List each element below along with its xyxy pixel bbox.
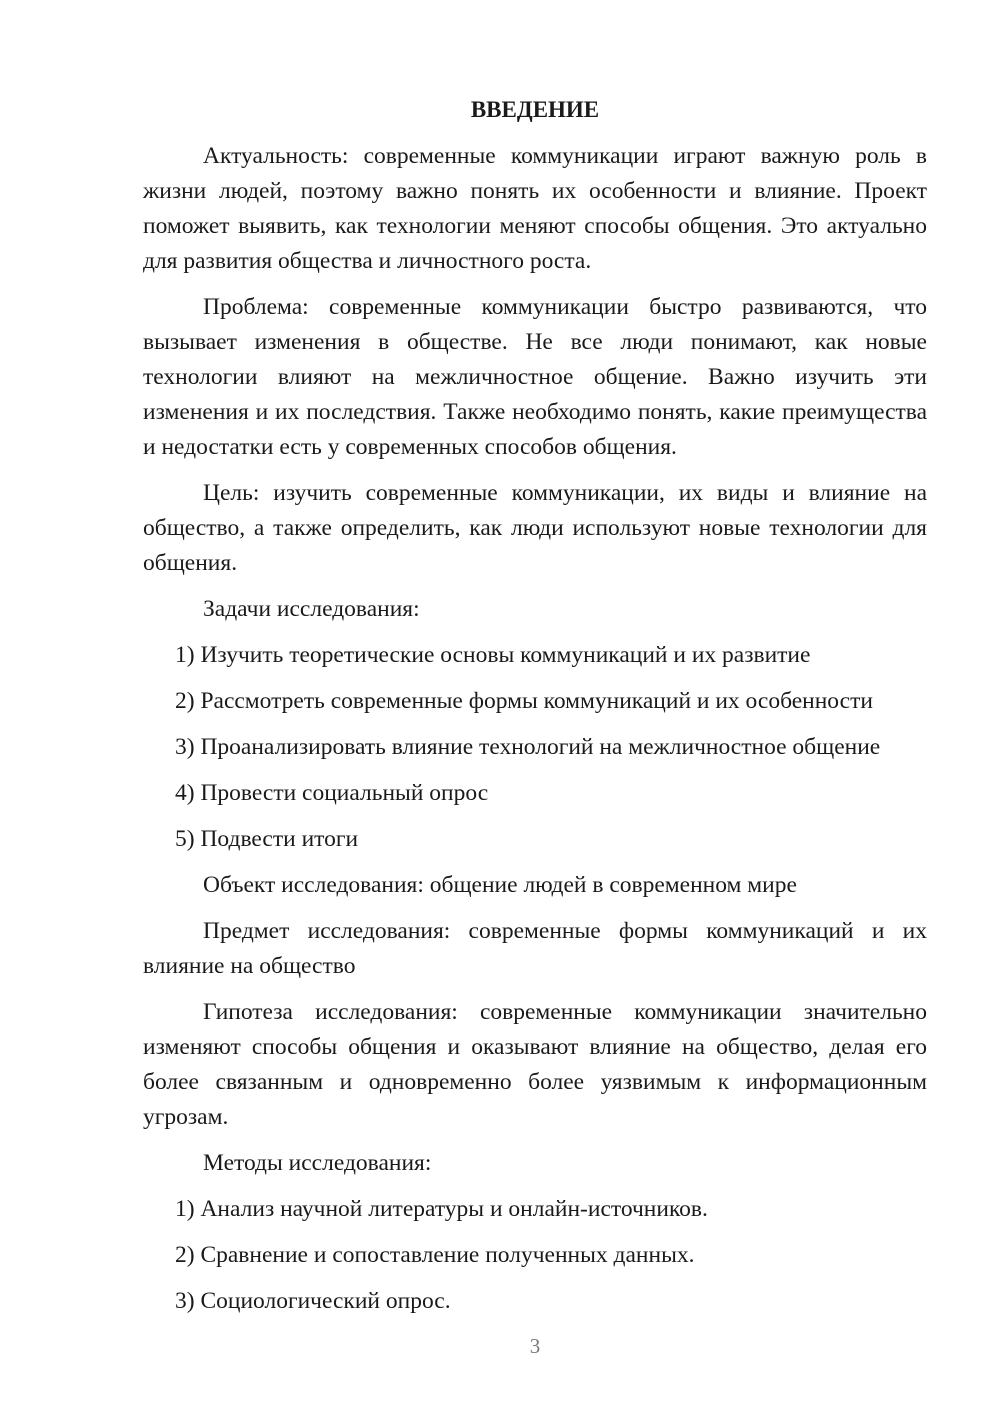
list-item: 5) Подвести итоги xyxy=(175,826,359,852)
list-item: 1) Анализ научной литературы и онлайн-источников. xyxy=(175,1196,708,1222)
tasks-heading: Задачи исследования: xyxy=(203,596,420,622)
page-number: 3 xyxy=(529,1334,541,1358)
problem-paragraph: Проблема: современные коммуникации быстро развиваются, что вызывает изменения в обществе. Не все люди понимают, как новые технологии влияют на межличностное общение. Важно изучить эти изменения и их последствия. Также необходимо понять, какие преимущества и недостатки есть у современных способов общения. xyxy=(143,294,927,460)
object-paragraph: Объект исследования: общение людей в современном мире xyxy=(203,872,797,898)
methods-list xyxy=(143,1192,927,1319)
tasks-list xyxy=(143,638,927,857)
subject-paragraph: Предмет исследования: современные формы коммуникаций и их влияние на общество xyxy=(143,918,927,979)
list-item: 3) Проанализировать влияние технологий на межличностное общение xyxy=(175,734,881,760)
list-item: 2) Сравнение и сопоставление полученных данных. xyxy=(175,1242,695,1268)
goal-paragraph: Цель: изучить современные коммуникации, их виды и влияние на общество, а также определить, как люди используют новые технологии для общения. xyxy=(143,480,927,576)
methods-heading: Методы исследования: xyxy=(203,1150,432,1176)
page-content xyxy=(143,92,927,1330)
page-title: ВВЕДЕНИЕ xyxy=(470,97,600,122)
list-item: 3) Социологический опрос. xyxy=(175,1288,451,1314)
relevance-paragraph: Актуальность: современные коммуникации играют важную роль в жизни людей, поэтому важно понять их особенности и влияние. Проект поможет выявить, как технологии меняют способы общения. Это актуально для развития общества и личностного роста. xyxy=(143,143,927,274)
list-item: 4) Провести социальный опрос xyxy=(175,780,489,806)
hypothesis-paragraph: Гипотеза исследования: современные коммуникации значительно изменяют способы общения и оказывают влияние на общество, делая его более связанным и одновременно более уязвимым к информационным угрозам. xyxy=(143,999,927,1130)
list-item: 1) Изучить теоретические основы коммуникаций и их развитие xyxy=(175,642,811,668)
list-item: 2) Рассмотреть современные формы коммуникаций и их особенности xyxy=(175,688,873,714)
